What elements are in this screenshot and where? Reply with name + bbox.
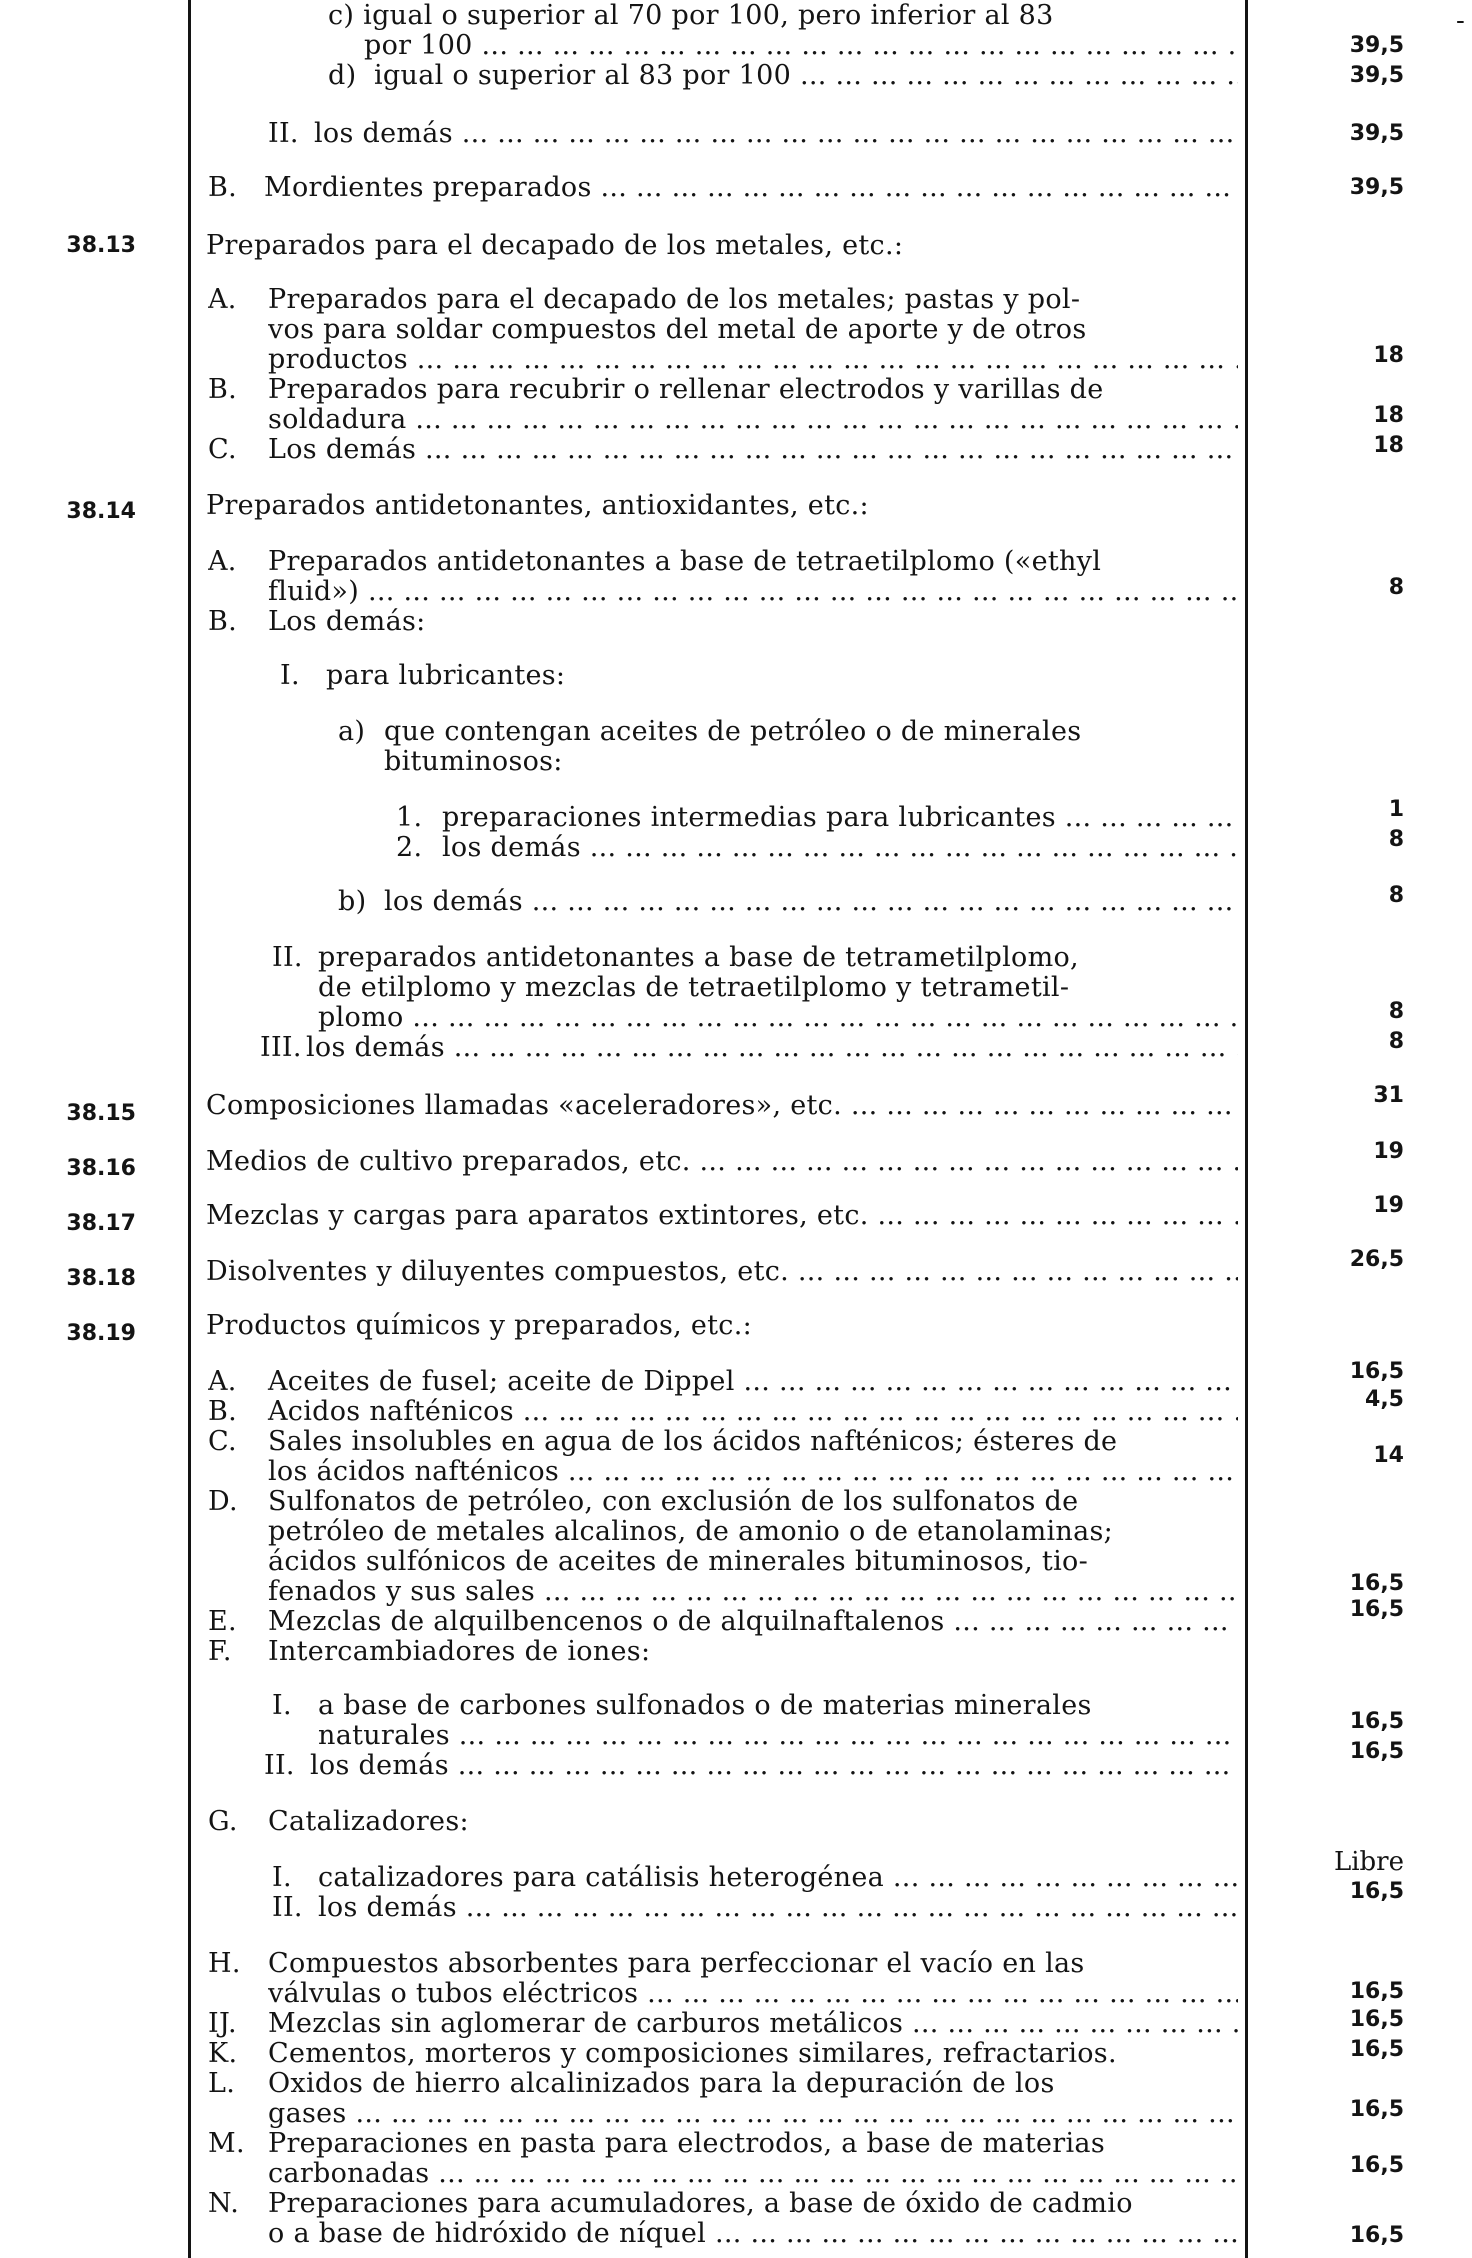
heading-38-18: 38.18 [66,1266,136,1291]
heading-38-13: 38.13 [66,233,136,258]
item-line: II. los demás ... . [268,118,1238,150]
item-line: o a base de hidróxido de níquel ... . [268,2218,1238,2250]
corner-mark: - [1456,6,1465,36]
duty-rate: 16,5 [1349,1359,1404,1384]
duty-rate: 16,5 [1349,2223,1404,2248]
heading-title: Composiciones llamadas «aceleradores», etc. ... . [206,1090,1238,1122]
item-line: E. Mezclas de alquilbencenos o de alquilnaftalenos ... . [208,1606,1238,1638]
duty-rate: 8 [1388,1029,1404,1054]
item-line: L. Oxidos de hierro alcalinizados para la depuración de los [208,2068,1055,2099]
duty-rate: 8 [1388,827,1404,852]
duty-rate: 4,5 [1365,1387,1404,1412]
item-line: 1. preparaciones intermedias para lubricantes ... . [396,802,1238,834]
item-line: I. a base de carbones sulfonados o de materias minerales [272,1690,1092,1721]
item-line: C. Sales insolubles en agua de los ácidos nafténicos; ésteres de [208,1426,1118,1457]
duty-rate: 19 [1373,1139,1404,1164]
item-line: III. los demás ... . [260,1032,1238,1064]
item-line: A. Aceites de fusel; aceite de Dippel ... . [208,1366,1238,1398]
item-line: B. Mordientes preparados ... . [208,172,1238,204]
item-line: M. Preparaciones en pasta para electrodos, a base de materias [208,2128,1105,2159]
duty-rate: 8 [1388,883,1404,908]
duty-rate: 16,5 [1349,2153,1404,2178]
heading-title: Preparados para el decapado de los metales, etc.: [206,230,904,261]
item-line: H. Compuestos absorbentes para perfeccionar el vacío en las [208,1948,1085,1979]
item-line: B. Acidos nafténicos ... . [208,1396,1238,1428]
heading-title: Mezclas y cargas para aparatos extintores, etc. ... . [206,1200,1238,1232]
left-column-rule [188,0,191,2258]
item-line: IJ. Mezclas sin aglomerar de carburos metálicos ... . [208,2008,1238,2040]
duty-rate: 16,5 [1349,1879,1404,1904]
duty-rate: 18 [1373,343,1404,368]
item-line: A. Preparados antidetonantes a base de tetraetilplomo («ethyl [208,546,1102,577]
duty-rate: 31 [1373,1083,1404,1108]
duty-rate: 16,5 [1349,1979,1404,2004]
item-line: ácidos sulfónicos de aceites de minerales bituminosos, tio- [268,1546,1088,1577]
item-line: B. Preparados para recubrir o rellenar electrodos y varillas de [208,374,1104,405]
item-line: válvulas o tubos eléctricos ... . [268,1978,1238,2010]
heading-38-15: 38.15 [66,1101,136,1126]
right-column-rule [1245,0,1248,2258]
item-line: productos ... . [268,344,1238,376]
heading-title: Disolventes y diluyentes compuestos, etc. ... . [206,1256,1238,1288]
item-line: c) igual o superior al 70 por 100, pero inferior al 83 [328,0,1054,31]
item-line: fluid») ... . [268,576,1238,608]
item-line: gases ... . [268,2098,1238,2130]
item-line: a) que contengan aceites de petróleo o de minerales [338,716,1082,747]
item-line: de etilplomo y mezclas de tetraetilplomo y tetrametil- [318,972,1070,1003]
item-line: F. Intercambiadores de iones: [208,1636,651,1667]
item-line: d) igual o superior al 83 por 100 ... . [328,60,1238,92]
item-line: I. para lubricantes: [280,660,566,691]
duty-rate: 39,5 [1349,63,1404,88]
item-line: I. catalizadores para catálisis heterogénea ... . [272,1862,1238,1894]
item-line: N. Preparaciones para acumuladores, a base de óxido de cadmio [208,2188,1133,2219]
duty-rate: 8 [1388,575,1404,600]
item-line: II. los demás ... . [272,1892,1238,1924]
duty-rate: 18 [1373,433,1404,458]
duty-rate: Libre [1333,1847,1404,1877]
duty-rate: 26,5 [1349,1247,1404,1272]
duty-rate: 16,5 [1349,2037,1404,2062]
item-line: A. Preparados para el decapado de los metales; pastas y pol- [208,284,1081,315]
heading-38-14: 38.14 [66,499,136,524]
item-line: b) los demás ... . [338,886,1238,918]
duty-rate: 39,5 [1349,121,1404,146]
item-line: bituminosos: [384,746,563,777]
item-line: soldadura ... . [268,404,1238,436]
heading-38-17: 38.17 [66,1211,136,1236]
heading-title: Medios de cultivo preparados, etc. ... . [206,1146,1238,1178]
item-line: II. preparados antidetonantes a base de tetrametilplomo, [272,942,1079,973]
item-line: 2. los demás ... . [396,832,1238,864]
duty-rate: 16,5 [1349,1597,1404,1622]
item-line: petróleo de metales alcalinos, de amonio o de etanolaminas; [268,1516,1114,1547]
duty-rate: 19 [1373,1193,1404,1218]
item-line: C. Los demás ... . [208,434,1238,466]
duty-rate: 39,5 [1349,175,1404,200]
heading-38-16: 38.16 [66,1156,136,1181]
duty-rate: 16,5 [1349,2097,1404,2122]
heading-title: Preparados antidetonantes, antioxidantes, etc.: [206,490,869,521]
item-line: fenados y sus sales ... . [268,1576,1238,1608]
item-line: G. Catalizadores: [208,1806,469,1837]
item-line: K. Cementos, morteros y composiciones similares, refractarios. [208,2038,1117,2069]
duty-rate: 16,5 [1349,1739,1404,1764]
duty-rate: 16,5 [1349,1709,1404,1734]
item-line: B. Los demás: [208,606,426,637]
heading-title: Productos químicos y preparados, etc.: [206,1310,753,1341]
item-line: por 100 ... . [364,30,1238,62]
duty-rate: 39,5 [1349,33,1404,58]
duty-rate: 16,5 [1349,2007,1404,2032]
duty-rate: 18 [1373,403,1404,428]
duty-rate: 14 [1373,1443,1404,1468]
duty-rate: 1 [1388,797,1404,822]
item-line: naturales ... . [318,1720,1238,1752]
item-line: los ácidos nafténicos ... . [268,1456,1238,1488]
item-line: plomo ... . [318,1002,1238,1034]
item-line: vos para soldar compuestos del metal de aporte y de otros [268,314,1087,345]
item-line: D. Sulfonatos de petróleo, con exclusión de los sulfonatos de [208,1486,1079,1517]
heading-38-19: 38.19 [66,1321,136,1346]
item-line: carbonadas ... . [268,2158,1238,2190]
item-line: II. los demás ... . [264,1750,1238,1782]
duty-rate: 16,5 [1349,1571,1404,1596]
duty-rate: 8 [1388,999,1404,1024]
